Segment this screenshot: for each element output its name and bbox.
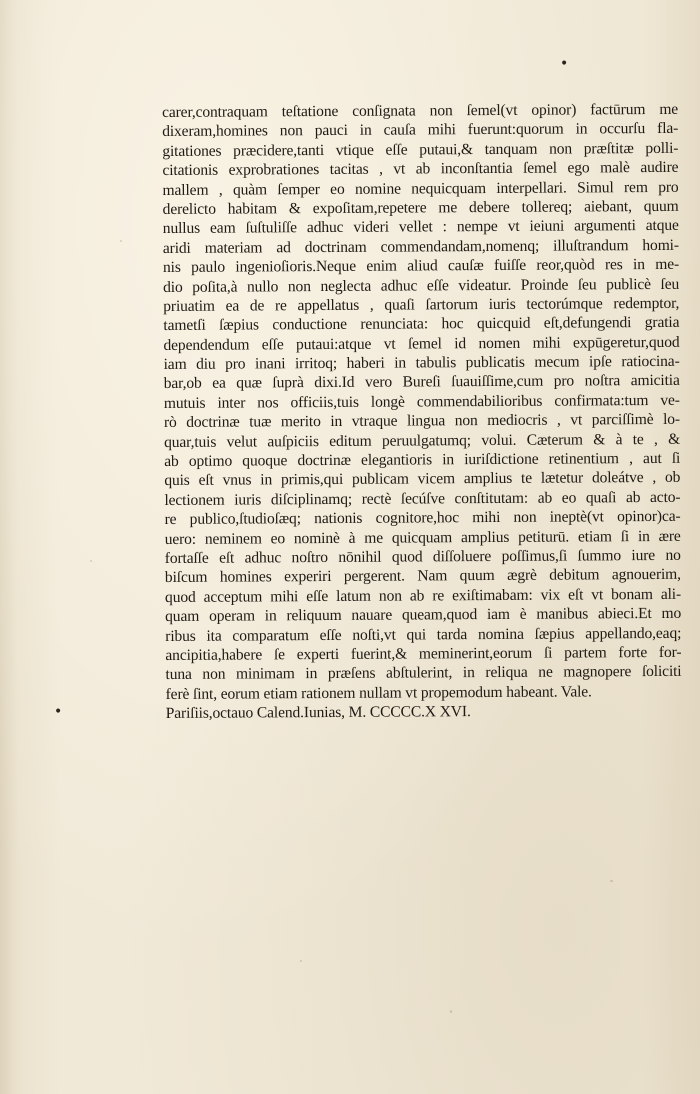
text-line: tuna non minimam in præſens abſtulerint, in reliqua ne magnopere ſoliciti: [165, 663, 682, 684]
text-line: quis eſt vnus in primis,qui publicam vicem amplius te lætetur doleátve , ob: [164, 469, 681, 490]
text-line: uero: neminem eo nominè à me quicquam amplius petiturū. etiam ſi in ære: [164, 527, 681, 548]
paper-speck: [120, 240, 122, 242]
text-line: nullus eam ſuſtuliſſe adhuc videri vellet : nempe vt ieiuni argumenti atque: [162, 217, 679, 238]
text-line: bar,ob ea quæ ſuprà dixi.Id vero Bureſi ſuauiſſime,cum pro noſtra amicitia: [163, 372, 680, 393]
paper-speck: [450, 1010, 452, 1013]
text-line: aridi materiam ad doctrinam commendandam,nomenq; illuſtrandum homi-: [162, 236, 679, 257]
text-line: biſcum homines experiri pergerent. Nam quum ægrè debitum agnouerim,: [164, 566, 681, 587]
text-line: rò doctrinæ tuæ merito in vtraque lingua non mediocris , vt parciſſimè lo-: [163, 411, 680, 432]
page-corner-mark: •: [560, 56, 569, 72]
text-line: quam operam in reliquum nauare queam,quod iam è manibus abieci.Et mo: [165, 604, 682, 626]
text-line: tametſi ſæpius conductione renunciata: hoc quicquid eſt,defungendi gratia: [163, 314, 680, 335]
text-line: priuatim ea de re appellatus , quaſi ſartorum iuris tectorúmque redemptor,: [163, 294, 680, 315]
text-line: nis paulo ingenioſioris.Neque enim aliud cauſæ fuiſſe reor,quòd res in me-: [162, 255, 680, 277]
text-line: re publico,ſtudioſæq; nationis cognitore,hoc mihi non ineptè(vt opinor)ca-: [164, 508, 681, 529]
letter-text-block: [162, 100, 682, 724]
text-line: quar,tuis velut auſpiciis editum peruulgatumq; volui. Cæterum & à te , &: [164, 430, 681, 451]
text-line: mutuis inter nos officiis,tuis longè commendabilioribus confirmata:tum ve-: [163, 391, 680, 412]
text-line: ribus ita comparatum eſſe noſti,vt qui tarda nomina ſæpius appellando,eaq;: [165, 624, 682, 645]
text-line: iam diu pro inani irritoq; haberi in tabulis publicatis mecum ipſe ratiocina-: [163, 352, 680, 374]
text-line: mallem , quàm ſemper eo nomine nequicquam interpellari. Simul rem pro: [162, 178, 679, 199]
text-line: derelicto habitam & expoſitam,repetere me debere tollereq; aiebant, quum: [162, 197, 679, 218]
text-line: ancipitia,habere ſe experti fuerint,& meminerint,eorum ſi partem forte for-: [165, 643, 682, 664]
margin-bullet: •: [54, 704, 63, 720]
paper-speck: [300, 960, 302, 962]
text-line: ab optimo quoque doctrinæ elegantioris in iuriſdictione retinentium , aut ſi: [164, 449, 681, 471]
paper-speck: [90, 560, 92, 562]
text-line: dependendum eſſe putaui:atque vt ſemel id nomen mihi expūgeretur,quod: [163, 333, 680, 354]
paper-speck: [610, 880, 613, 882]
text-line: dixeram,homines non pauci in cauſa mihi fuerunt:quorum in occurſu fla-: [162, 120, 679, 141]
text-line: ferè ſint, eorum etiam rationem nullam vt propemodum habeant. Vale.: [165, 683, 592, 703]
text-line: gitationes præcidere,tanti vtique eſſe putaui,& tanquam non præſtitæ polli-: [162, 139, 679, 160]
text-line: fortaſſe eſt adhuc noſtro nōnihil quod diſſoluere poſſimus,ſi ſummo iure no: [164, 546, 681, 567]
text-line: Pariſiis,octauo Calend.Iunias, M. CCCCC.X XVI.: [165, 703, 471, 723]
text-line: quod acceptum mihi eſſe latum non ab re exiſtimabam: vix eſt vt bonam ali-: [164, 585, 682, 606]
text-line: citationis exprobrationes tacitas , vt ab inconſtantia ſemel ego malè audire: [162, 159, 679, 180]
text-line: carer,contraquam teſtatione conſignata non ſemel(vt opinor) factūrum me: [162, 100, 679, 121]
text-line: dio poſita,à nullo non neglecta adhuc eſſe videatur. Proinde ſeu publicè ſeu: [163, 275, 680, 296]
text-line: lectionem iuris diſciplinamq; rectè ſecúſve conſtitutam: ab eo quaſi ab acto-: [164, 488, 681, 509]
